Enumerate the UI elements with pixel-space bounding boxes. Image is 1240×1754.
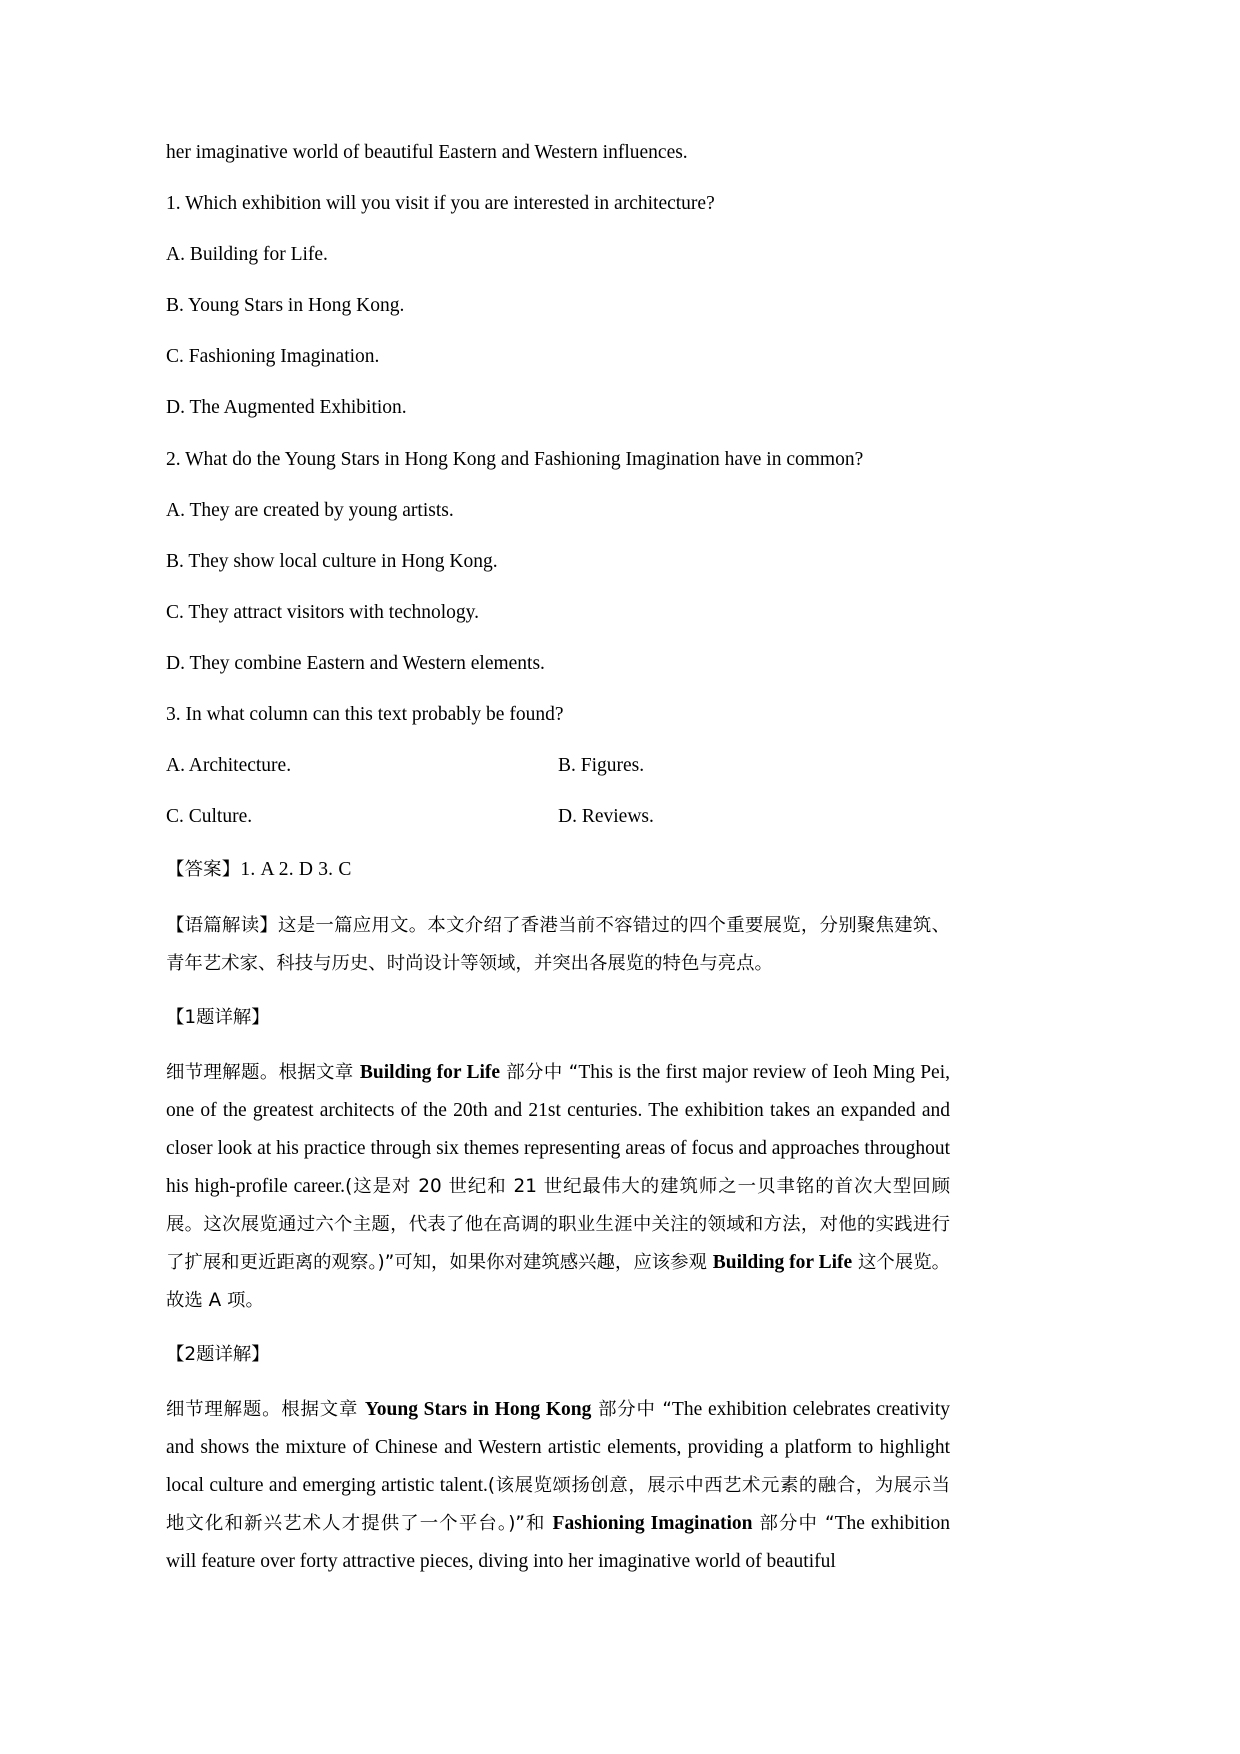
- explanation-1-quote-cn: (这是对 20 世纪和 21 世纪最伟大的建筑师之一贝聿铭的首次大型回顾展。这次展览通过六个主题，代表了他在高调的职业生涯中关注的领域和方法，对他的实践进行了扩展和更近距离的观察。): [166, 1175, 950, 1273]
- question-1-option-a: A. Building for Life.: [166, 244, 328, 266]
- question-2-option-a: A. They are created by young artists.: [166, 499, 454, 521]
- question-3-option-c: C. Culture.: [166, 806, 253, 828]
- question-3-stem: 3. In what column can this text probably be found?: [166, 704, 564, 726]
- answer-key-line: [166, 855, 950, 884]
- explanation-1-closing-pre: ”可知，如果你对建筑感兴趣，应该参观: [384, 1251, 713, 1273]
- question-1-option-d: D. The Augmented Exhibition.: [166, 397, 407, 419]
- question-3-option-d: D. Reviews.: [558, 806, 654, 828]
- question-2-option-d: D. They combine Eastern and Western elements.: [166, 652, 545, 674]
- explanation-1-heading-text: 【1题详解】: [166, 1006, 270, 1028]
- explanation-2-connector: ”和: [515, 1512, 553, 1534]
- explanation-1-lead: 细节理解题。根据文章: [166, 1061, 360, 1083]
- explanation-2-body: [166, 1391, 950, 1581]
- question-1-option-b: B. Young Stars in Hong Kong.: [166, 295, 405, 317]
- question-1-option-c: C. Fashioning Imagination.: [166, 346, 380, 368]
- explanation-1-bold-ref: Building for Life: [359, 1061, 501, 1083]
- document-body: [166, 140, 950, 1581]
- question-2-stem: 2. What do the Young Stars in Hong Kong and Fashioning Imagination have in common?: [166, 448, 864, 470]
- question-3-options-row-1: [166, 753, 950, 780]
- question-3-options-row-2: [166, 804, 950, 831]
- explanation-2-mid-2: 部分中 “: [752, 1512, 835, 1534]
- question-2-option-b: B. They show local culture in Hong Kong.: [166, 550, 498, 572]
- explanation-2-quote-en-2: The exhibition will feature over forty attractive pieces, diving into her imaginative world of beautiful: [166, 1512, 950, 1572]
- passage-tail-line: her imaginative world of beautiful Eastern and Western influences.: [166, 142, 688, 163]
- explanation-1-quote-en: This is the first major review of Ieoh Ming Pei, one of the greatest architects of the 20th and 21st centuries. The exhibition takes an expanded and closer look at his practice through six themes representing areas of focus and approaches throughout his high-profile career.: [166, 1061, 950, 1197]
- question-3-option-a: A. Architecture.: [166, 755, 292, 777]
- explanation-2-bold-ref: Young Stars in Hong Kong: [364, 1398, 592, 1420]
- explanation-1-closing-bold: Building for Life: [712, 1251, 853, 1273]
- question-2-option-c: C. They attract visitors with technology.: [166, 601, 480, 623]
- passage-analysis-text: 这是一篇应用文。本文介绍了香港当前不容错过的四个重要展览，分别聚焦建筑、青年艺术家、科技与历史、时尚设计等领域，并突出各展览的特色与亮点。: [166, 914, 950, 974]
- explanation-2-mid: 部分中 “: [591, 1398, 672, 1420]
- answer-key-label: 【答案】: [166, 859, 241, 881]
- question-3-option-b: B. Figures.: [558, 755, 645, 777]
- explanation-2-quote-cn: (该展览颂扬创意，展示中西艺术元素的融合，为展示当地文化和新兴艺术人才提供了一个平台。): [166, 1474, 950, 1534]
- explanation-2-lead: 细节理解题。根据文章: [166, 1398, 365, 1420]
- explanation-1-body: [166, 1054, 950, 1320]
- explanation-2-quote-en: The exhibition celebrates creativity and shows the mixture of Chinese and Western artistic elements, providing a platform to highlight local culture and emerging artistic talent.: [166, 1398, 950, 1496]
- question-1-stem: 1. Which exhibition will you visit if you are interested in architecture?: [166, 193, 715, 215]
- explanation-2-heading: [166, 1342, 950, 1369]
- explanation-1-mid: 部分中 “: [500, 1061, 579, 1083]
- passage-analysis-label: 【语篇解读】: [166, 914, 279, 936]
- passage-analysis-block: [166, 907, 950, 983]
- answer-key-values: 1. A 2. D 3. C: [240, 859, 352, 881]
- explanation-1-closing-post: 这个展览。故选 A 项。: [166, 1251, 950, 1311]
- explanation-2-bold-ref-2: Fashioning Imagination: [552, 1512, 753, 1534]
- explanation-2-heading-text: 【2题详解】: [166, 1343, 270, 1365]
- explanation-1-heading: [166, 1005, 950, 1032]
